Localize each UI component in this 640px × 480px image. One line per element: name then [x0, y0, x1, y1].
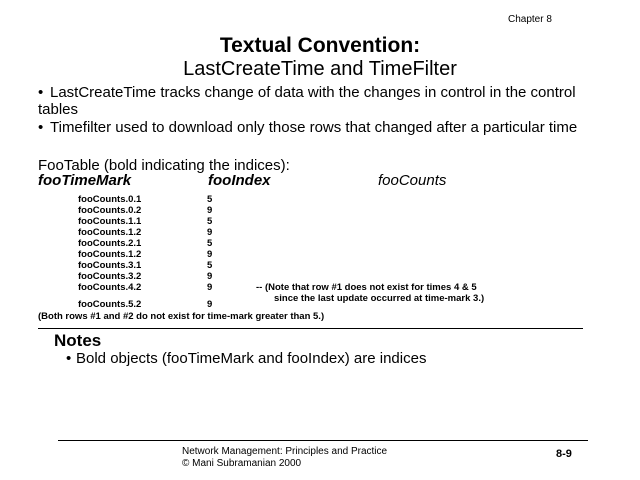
row-value: 5: [207, 194, 213, 205]
row-value: 9: [207, 249, 213, 260]
table-header-index: fooIndex: [208, 172, 271, 189]
divider: [38, 328, 583, 329]
footer-book-title: Network Management: Principles and Practice: [182, 446, 388, 457]
row-name: fooCounts.4.2: [78, 282, 142, 293]
table-row: [78, 260, 608, 271]
table-header-counts: fooCounts: [378, 172, 447, 189]
table-row: [78, 238, 608, 249]
page-number: 8-9: [556, 448, 572, 460]
bullet-icon: •: [66, 350, 72, 367]
table-row: [78, 205, 608, 216]
table-header-timemark: fooTimeMark: [38, 172, 132, 189]
chapter-label: Chapter 8: [508, 14, 552, 25]
row-name: fooCounts.1.2: [78, 249, 142, 260]
row-name: fooCounts.0.1: [78, 194, 142, 205]
notes-title: Notes: [54, 331, 102, 350]
row-value: 5: [207, 260, 213, 271]
row-value: 5: [207, 216, 213, 227]
row-value: 5: [207, 238, 213, 249]
bullet-icon: •: [38, 119, 44, 136]
notes-item-text: Bold objects (fooTimeMark and fooIndex) are indices: [76, 350, 427, 367]
slide-title: Textual Convention:: [219, 34, 421, 57]
table-row: [78, 216, 608, 227]
footer-copyright: © Mani Subramanian 2000: [182, 458, 302, 469]
row-value: 9: [207, 227, 213, 238]
table-caption: FooTable (bold indicating the indices):: [38, 157, 290, 174]
table-row: [78, 299, 608, 310]
row-name: fooCounts.1.1: [78, 216, 142, 227]
row-note-continued: since the last update occurred at time-mark 3.): [274, 293, 485, 304]
table-row: [78, 194, 608, 205]
table-row: [78, 271, 608, 282]
row-value: 9: [207, 299, 213, 310]
notes-item: [66, 350, 566, 367]
bullet-icon: •: [38, 84, 44, 101]
bullet-item: [38, 84, 598, 118]
table-row: [78, 249, 608, 260]
slide-subtitle: LastCreateTime and TimeFilter: [183, 58, 457, 80]
table-row: [78, 227, 608, 238]
row-name: fooCounts.2.1: [78, 238, 142, 249]
row-value: 9: [207, 282, 213, 293]
footer-divider: [58, 440, 588, 441]
row-value: 9: [207, 205, 213, 216]
row-value: 9: [207, 271, 213, 282]
row-note: -- (Note that row #1 does not exist for times 4 & 5: [256, 282, 477, 293]
row-name: fooCounts.0.2: [78, 205, 142, 216]
row-name: fooCounts.3.1: [78, 260, 142, 271]
row-name: fooCounts.1.2: [78, 227, 142, 238]
table-footnote: (Both rows #1 and #2 do not exist for time-mark greater than 5.): [38, 311, 325, 322]
bullet-item: [38, 119, 598, 136]
row-name: fooCounts.3.2: [78, 271, 142, 282]
bullet-text: LastCreateTime tracks change of data with the changes in control in the control tables: [38, 84, 576, 118]
row-name: fooCounts.5.2: [78, 299, 142, 310]
bullet-text: Timefilter used to download only those rows that changed after a particular time: [50, 119, 578, 136]
